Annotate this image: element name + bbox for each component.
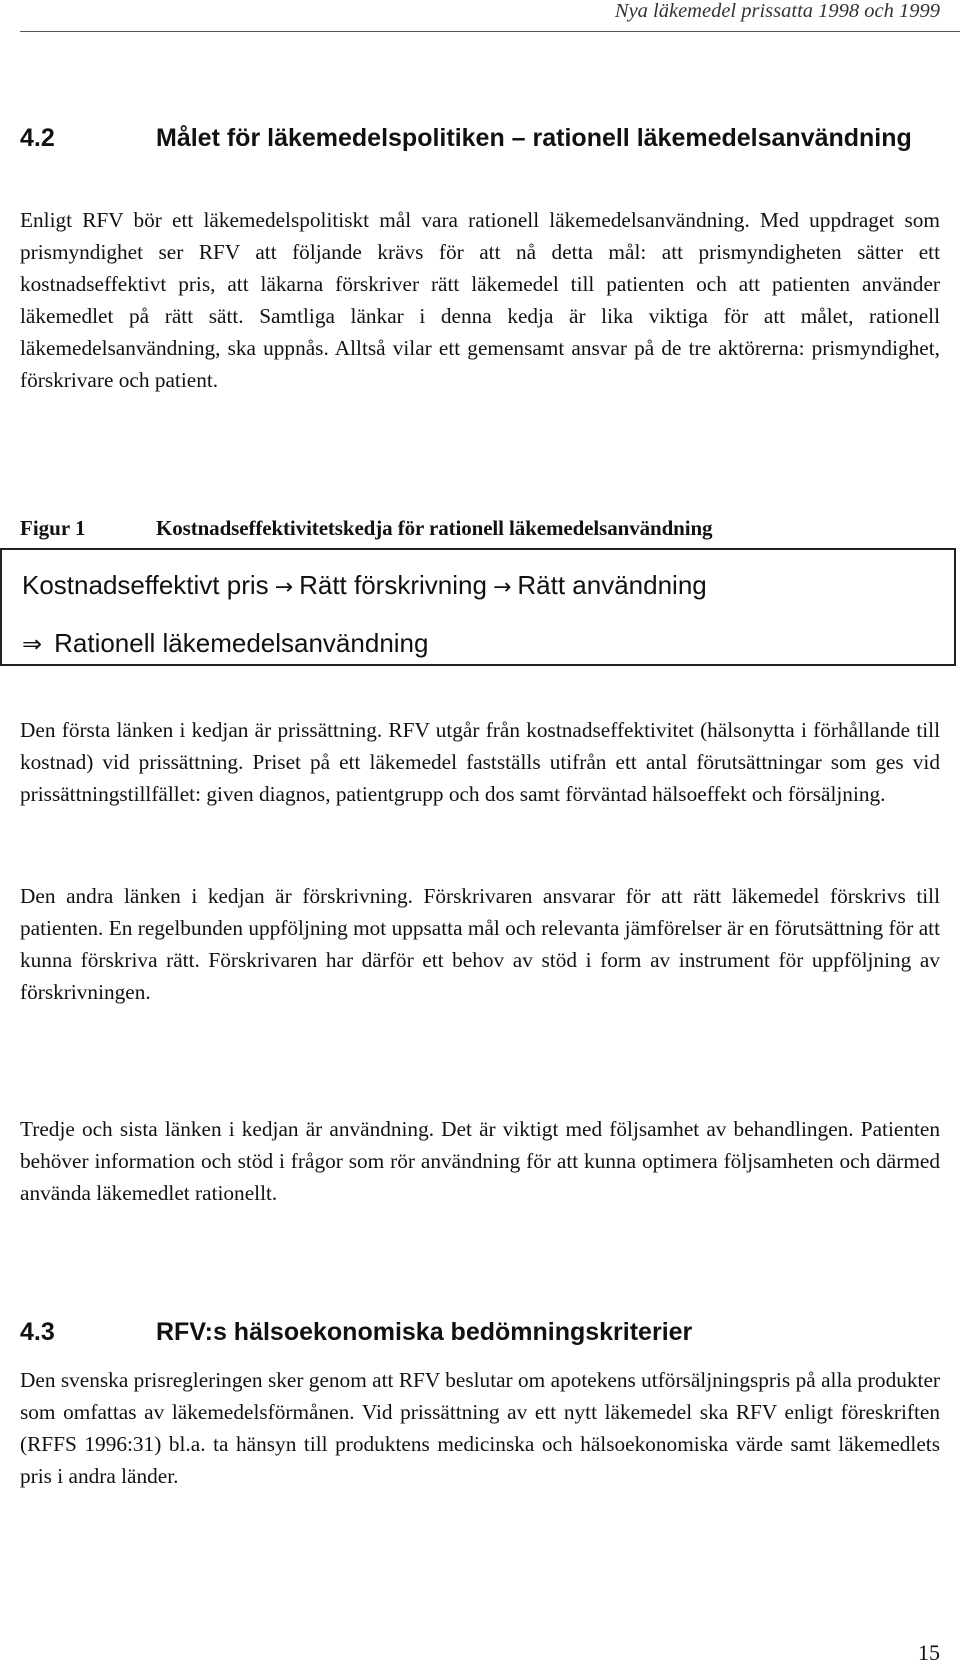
running-header: Nya läkemedel prissatta 1998 och 1999 [614,0,940,22]
section-number: 4.2 [20,124,55,152]
chain-step-use: Rätt användning [517,570,707,600]
chain-result: Rationell läkemedelsanvändning [54,628,429,658]
figure-label: Figur 1 [20,516,86,540]
header-rule [20,31,960,32]
arrow-right-icon: → [492,575,512,600]
section-heading-4-2 [20,120,940,156]
paragraph-prescribing: Den andra länken i kedjan är förskrivning. Förskrivaren ansvarar för att rätt läkemedel förskrivs till patienten. En regelbunden uppföljning mot uppsatta mål och relevanta jämförelser är en förutsättning för att kunna förskriva rätt. Förskrivaren har därför ett behov av stöd i form av instrument för uppföljning av förskrivningen. [20,884,940,1004]
paragraph-usage: Tredje och sista länken i kedjan är användning. Det är viktigt med följsamhet av behandlingen. Patienten behöver information och stöd i frågor som rör användning för att kunna optimera följsamheten och därmed använda läkemedlet rationellt. [20,1117,940,1205]
paragraph-criteria: Den svenska prisregleringen sker genom att RFV beslutar om apotekens utförsäljningspris på alla produkter som omfattas av läkemedelsförmånen. Vid prissättning av ett nytt läkemedel ska RFV enligt föreskriften (RFFS 1996:31) bl.a. ta hänsyn till produktens medicinska och hälsoekonomiska värde samt läkemedlets pris i andra länder. [20,1368,940,1488]
figure-caption [20,512,940,544]
chain-step-prescription: Rätt förskrivning [299,570,487,600]
paragraph-intro: Enligt RFV bör ett läkemedelspolitiskt mål vara rationell läkemedelsanvändning. Med uppdraget som prismyndighet ser RFV att följande krävs för att nå detta mål: att prismyndigheten sätter ett kostnadseffektivt pris, att läkarna förskriver rätt läkemedel till patienten och att patienten använder läkemedlet på rätt sätt. Samtliga länkar i denna kedja är lika viktiga för att målet, rationell läkemedelsanvändning, ska uppnås. Alltså vilar ett gemensamt ansvar på de tre aktörerna: prismyndighet, förskrivare och patient. [20,208,940,392]
section-heading-4-3 [20,1314,940,1350]
chain-step-price: Kostnadseffektivt pris [22,570,269,600]
implies-arrow-icon: ⇒ [22,630,43,658]
section-number: 4.3 [20,1318,55,1346]
section-title: Målet för läkemedelspolitiken – rationell läkemedelsanvändning [156,124,912,152]
section-title: RFV:s hälsoekonomiska bedömningskriterier [156,1318,693,1346]
figure-box [0,548,956,666]
page-number: 15 [918,1640,940,1665]
figure-title: Kostnadseffektivitetskedja för rationell läkemedelsanvändning [156,516,713,540]
chain-line [22,570,707,601]
result-line [22,628,428,659]
paragraph-pricing: Den första länken i kedjan är prissättning. RFV utgår från kostnadseffektivitet (hälsonytta i förhållande till kostnad) vid prissättning. Priset på ett läkemedel fastställs utifrån ett antal förutsättningar som ges vid prissättningstillfället: given diagnos, patientgrupp och dos samt förväntad hälsoeffekt och försäljning. [20,718,940,806]
arrow-right-icon: → [274,575,294,600]
